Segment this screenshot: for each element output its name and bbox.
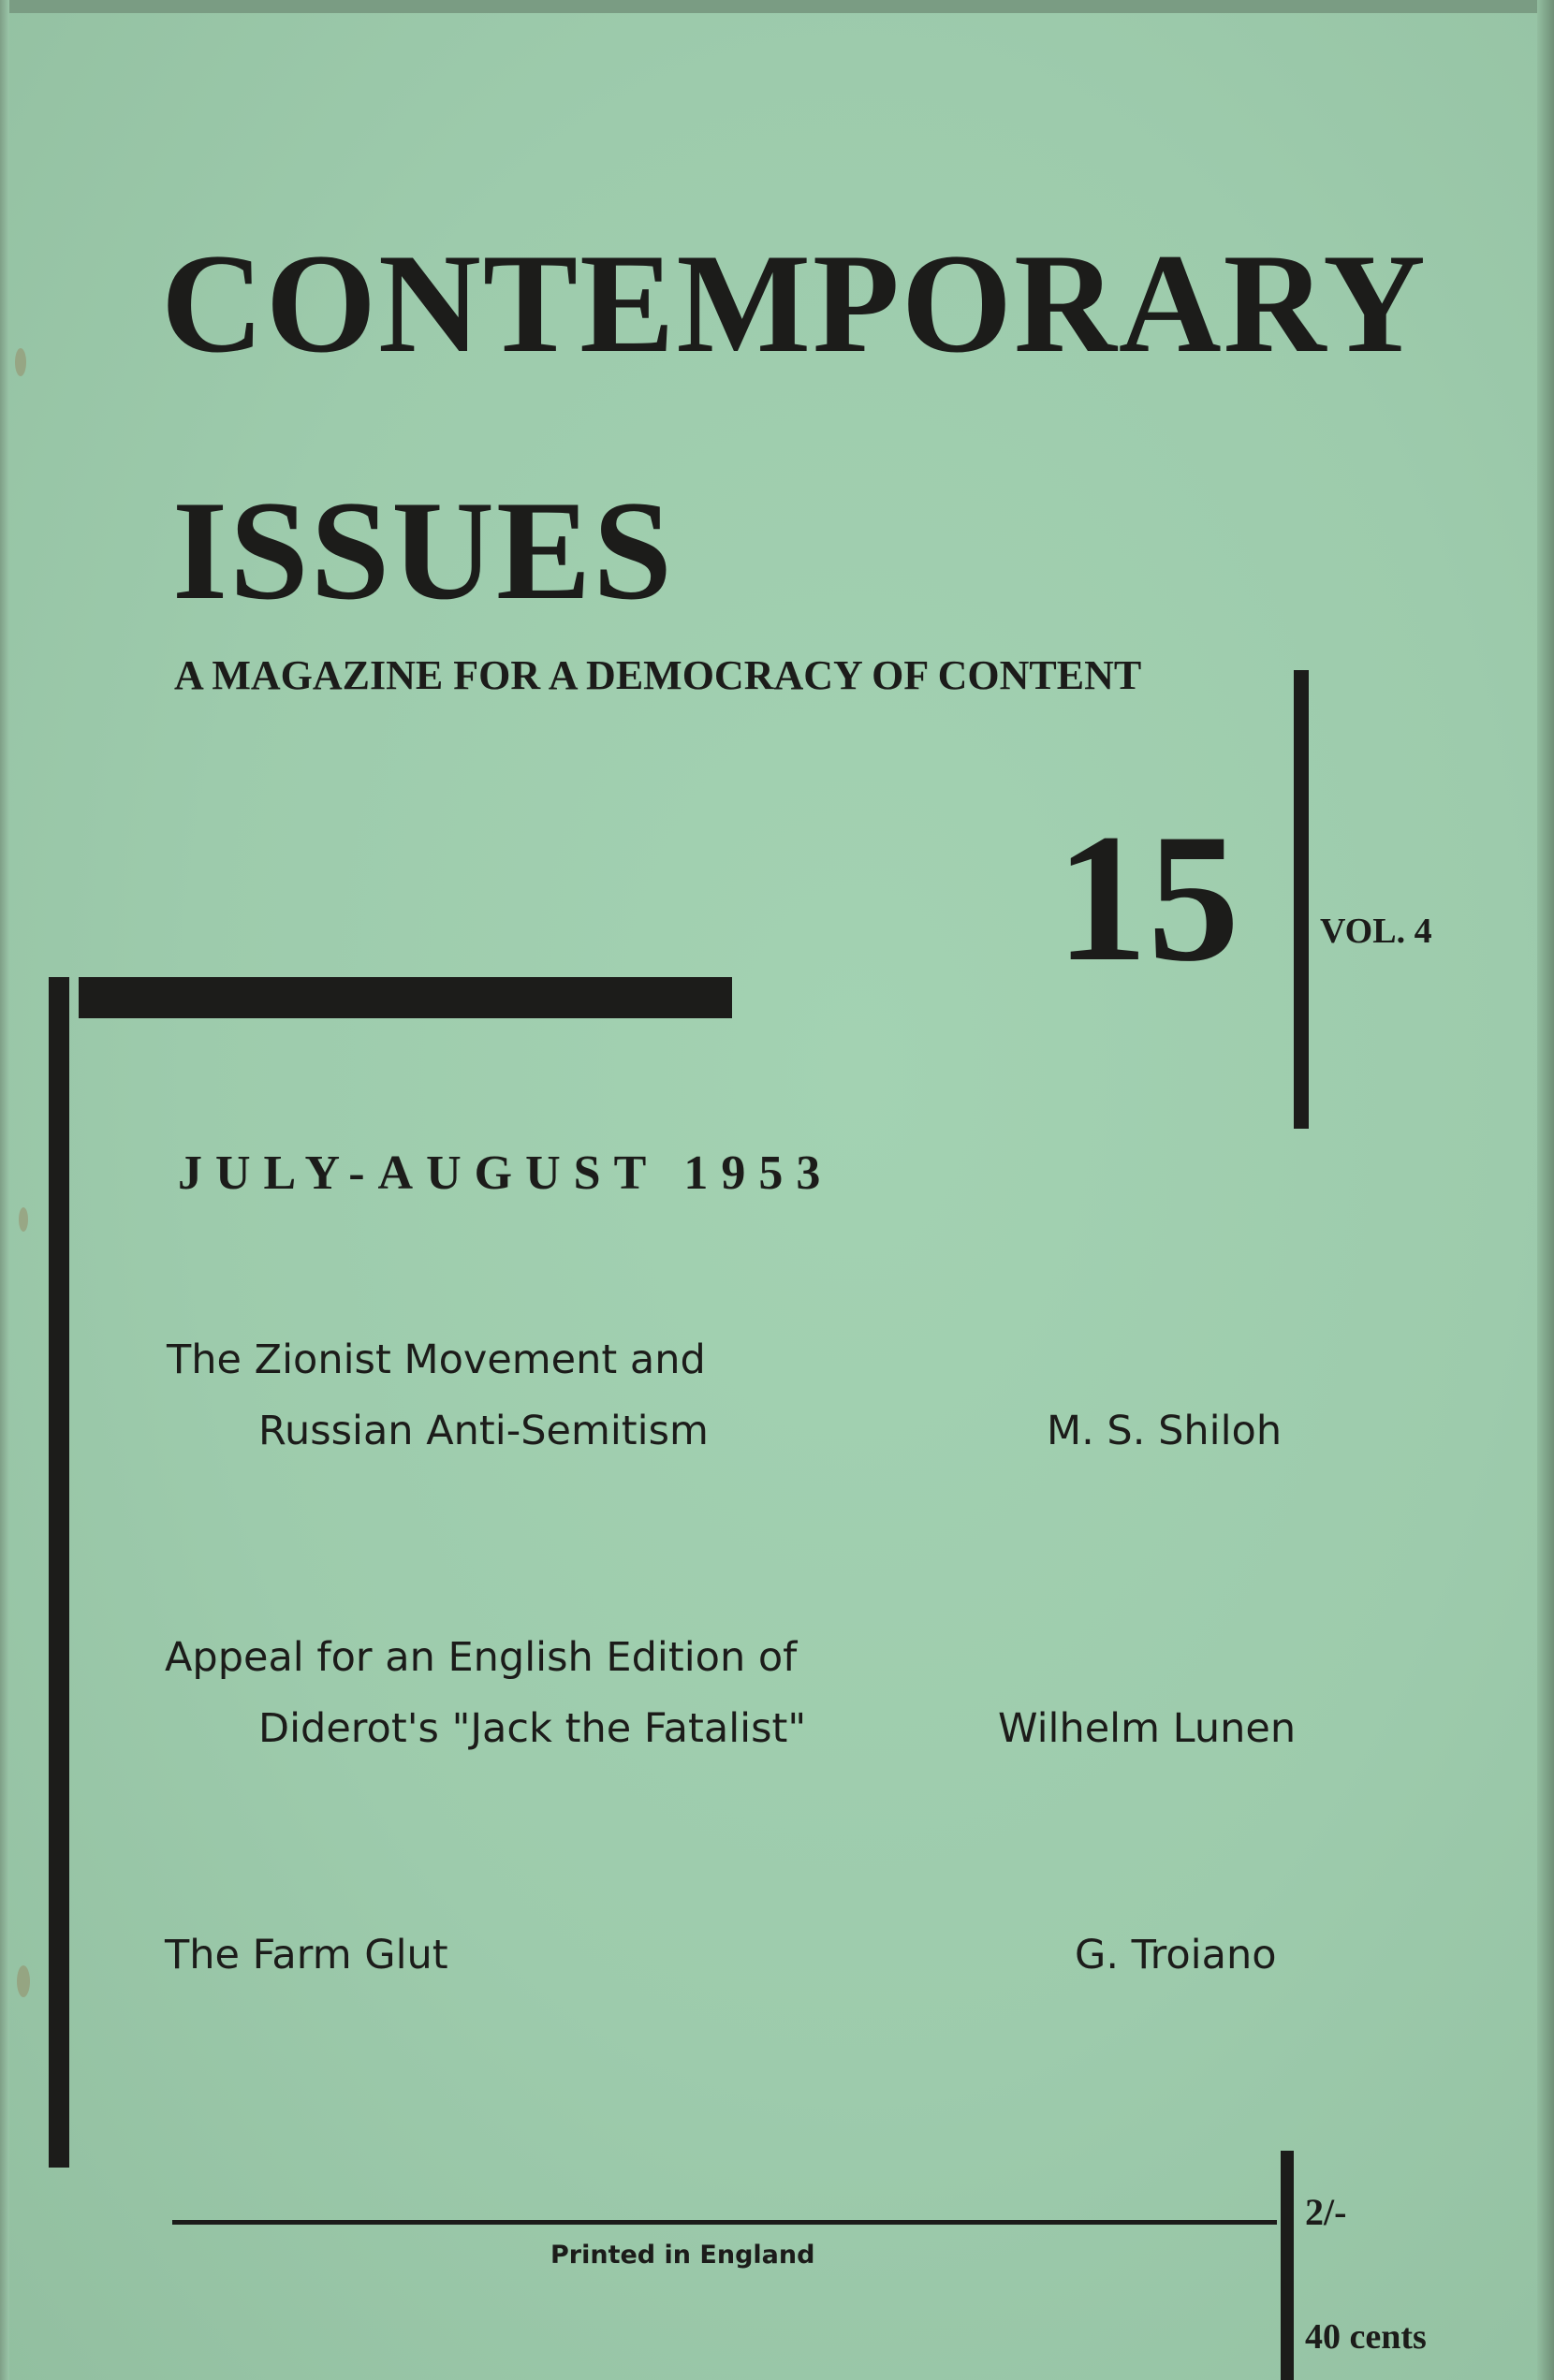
cover-edge-left (0, 0, 9, 2380)
age-stain (19, 1207, 28, 1232)
article-title-line: The Zionist Movement and (167, 1336, 706, 1383)
article-title-line: Diderot's "Jack the Fatalist" (258, 1705, 807, 1752)
article-title-line: Russian Anti-Semitism (258, 1408, 709, 1454)
age-stain (17, 1965, 30, 1997)
decorative-vertical-bar (49, 977, 69, 2168)
price-us: 40 cents (1305, 2317, 1427, 2357)
cover-edge-top (0, 0, 1554, 13)
decorative-horizontal-bar (79, 977, 732, 1018)
price-uk: 2/- (1305, 2191, 1347, 2233)
price-divider-line (1281, 2151, 1294, 2380)
issue-date: JULY-AUGUST 1953 (178, 1146, 834, 1200)
magazine-title-line1: CONTEMPORARY (161, 225, 1428, 382)
article-author: G. Troiano (1075, 1932, 1277, 1978)
volume-divider-line (1294, 670, 1309, 1129)
cover-edge-right (1537, 0, 1554, 2380)
printed-in-note: Printed in England (550, 2241, 815, 2270)
volume-label: VOL. 4 (1320, 912, 1432, 951)
issue-number: 15 (1056, 796, 1239, 1000)
age-stain (15, 348, 26, 376)
footer-rule (172, 2220, 1277, 2225)
article-author: Wilhelm Lunen (998, 1705, 1297, 1752)
article-author: M. S. Shiloh (1047, 1408, 1283, 1454)
magazine-tagline: A MAGAZINE FOR A DEMOCRACY OF CONTENT (174, 652, 1142, 698)
article-title-line: Appeal for an English Edition of (165, 1634, 798, 1681)
article-title-line: The Farm Glut (165, 1932, 448, 1978)
magazine-title-line2: ISSUES (172, 472, 674, 629)
